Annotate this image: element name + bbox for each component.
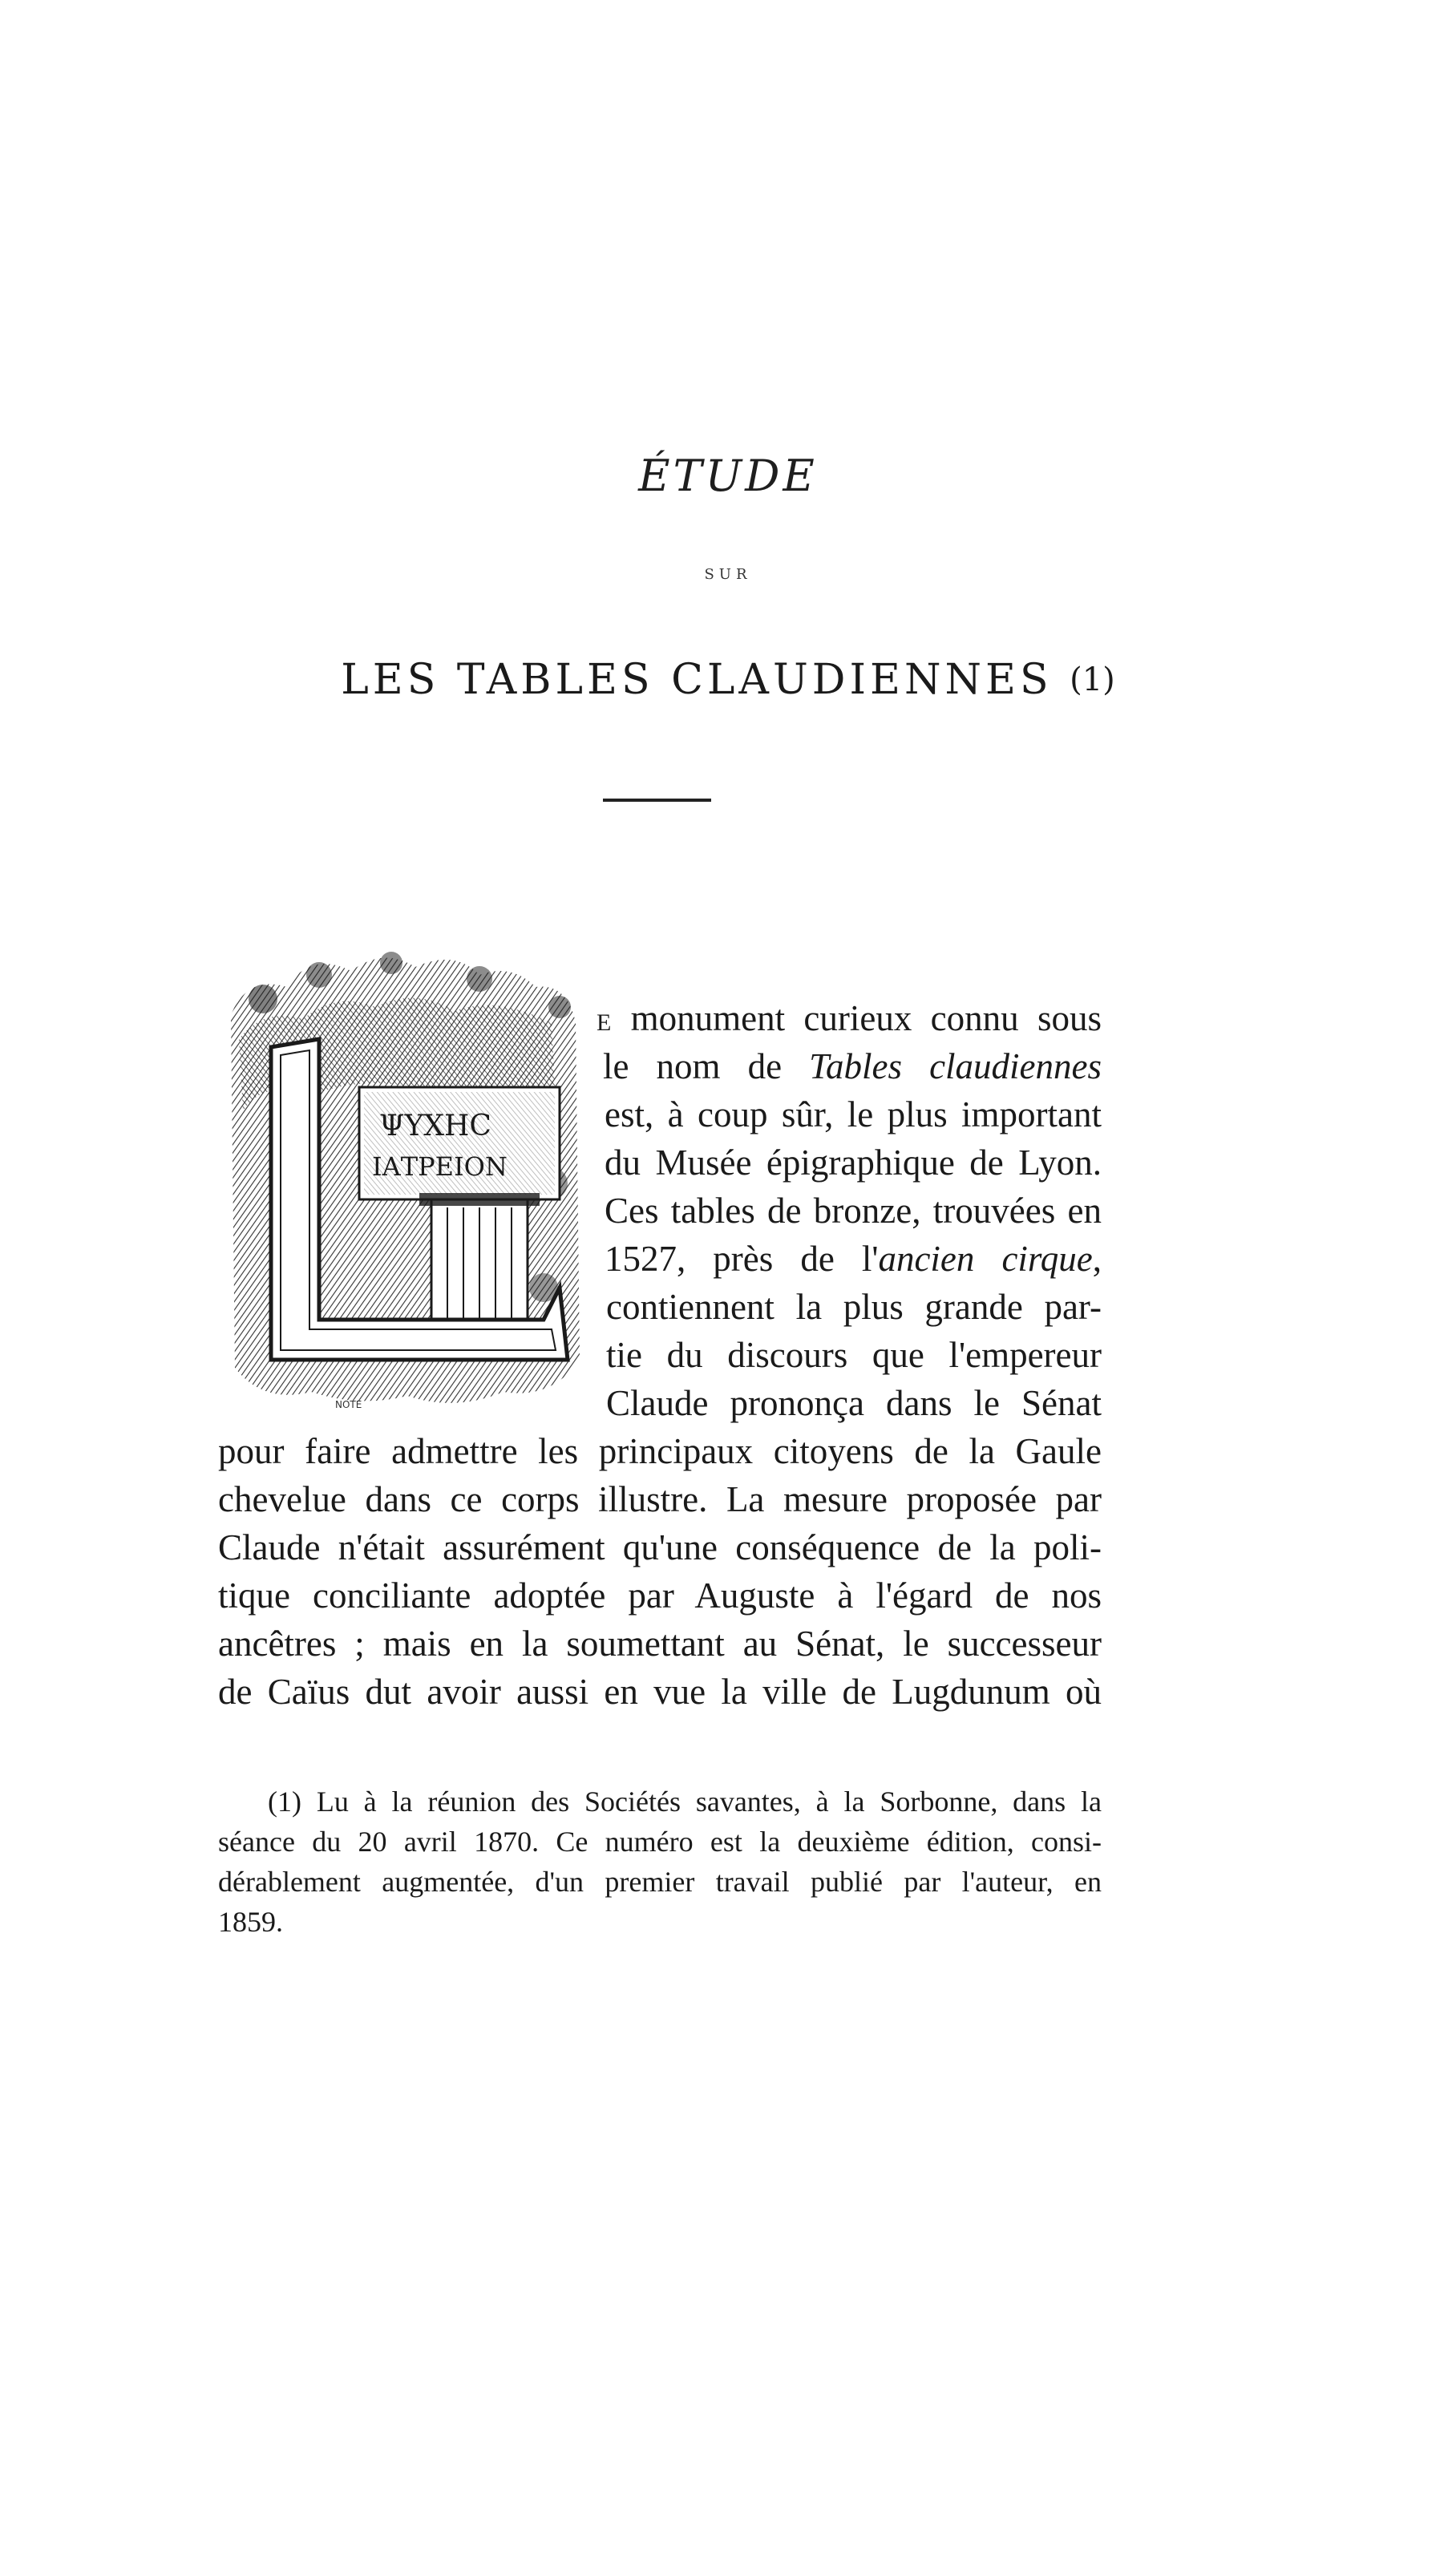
body-line-9: Claude prononça dans le Sénat [606,1383,1102,1423]
etude-heading: ÉTUDE [638,451,818,501]
page-title [0,656,1456,704]
body-line-14: ancêtres ; mais en la soumettant au Sénat, le successeur [218,1624,1102,1664]
body-line-1 [597,994,1102,1042]
body-line-6-pre: 1527, près de l' [605,1239,879,1279]
body-line-8: tie du discours que l'empereur [606,1335,1102,1375]
body-line-4: du Musée épigraphique de Lyon. [605,1143,1102,1183]
footnote-line-3: dérablement augmentée, d'un premier travail publié par l'auteur, en [218,1866,1102,1898]
body-line-1-initial: E [597,1009,613,1036]
body-line-3: est, à coup sûr, le plus important [605,1094,1102,1134]
body-line-6 [605,1235,1102,1283]
body-line-12: Claude n'était assurément qu'une conséquence de la poli- [218,1527,1102,1567]
dropcap-inscription-1: ΨΥΧΗC [379,1110,491,1143]
footnote-line-1: (1) Lu à la réunion des Sociétés savantes, à la Sorbonne, dans la [268,1786,1102,1818]
title-text: LES TABLES CLAUDIENNES [341,656,1053,704]
body-line-2-pre: le nom de [603,1046,810,1086]
sur-subheading: SUR [704,566,752,583]
body-line-6-post: , [1092,1239,1102,1279]
engraver-signature: NOTE [335,1399,362,1410]
footnote-line-4: 1859. [218,1906,283,1938]
title-rule [603,799,711,802]
body-line-10: pour faire admettre les principaux citoyens de la Gaule [218,1431,1102,1471]
body-line-2 [603,1042,1102,1090]
footnote-line-2: séance du 20 avril 1870. Ce numéro est la deuxième édition, consi- [218,1826,1102,1858]
body-line-7: contiennent la plus grande par- [606,1287,1102,1327]
body-line-13: tique conciliante adoptée par Auguste à l'égard de nos [218,1575,1102,1616]
body-line-6-italic: ancien cirque [878,1239,1093,1279]
body-line-2-italic: Tables claudiennes [809,1046,1102,1086]
body-line-5: Ces tables de bronze, trouvées en [605,1191,1102,1231]
dropcap-illustration [215,943,597,1416]
title-footnote-ref: (1) [1070,661,1115,698]
body-line-15: de Caïus dut avoir aussi en vue la ville de Lugdunum où [218,1672,1102,1712]
body-line-11: chevelue dans ce corps illustre. La mesure proposée par [218,1479,1102,1519]
body-line-1-text: monument curieux connu sous [612,998,1102,1038]
dropcap-inscription-2: ΙΑΤΡΕΙΟΝ [372,1151,508,1182]
